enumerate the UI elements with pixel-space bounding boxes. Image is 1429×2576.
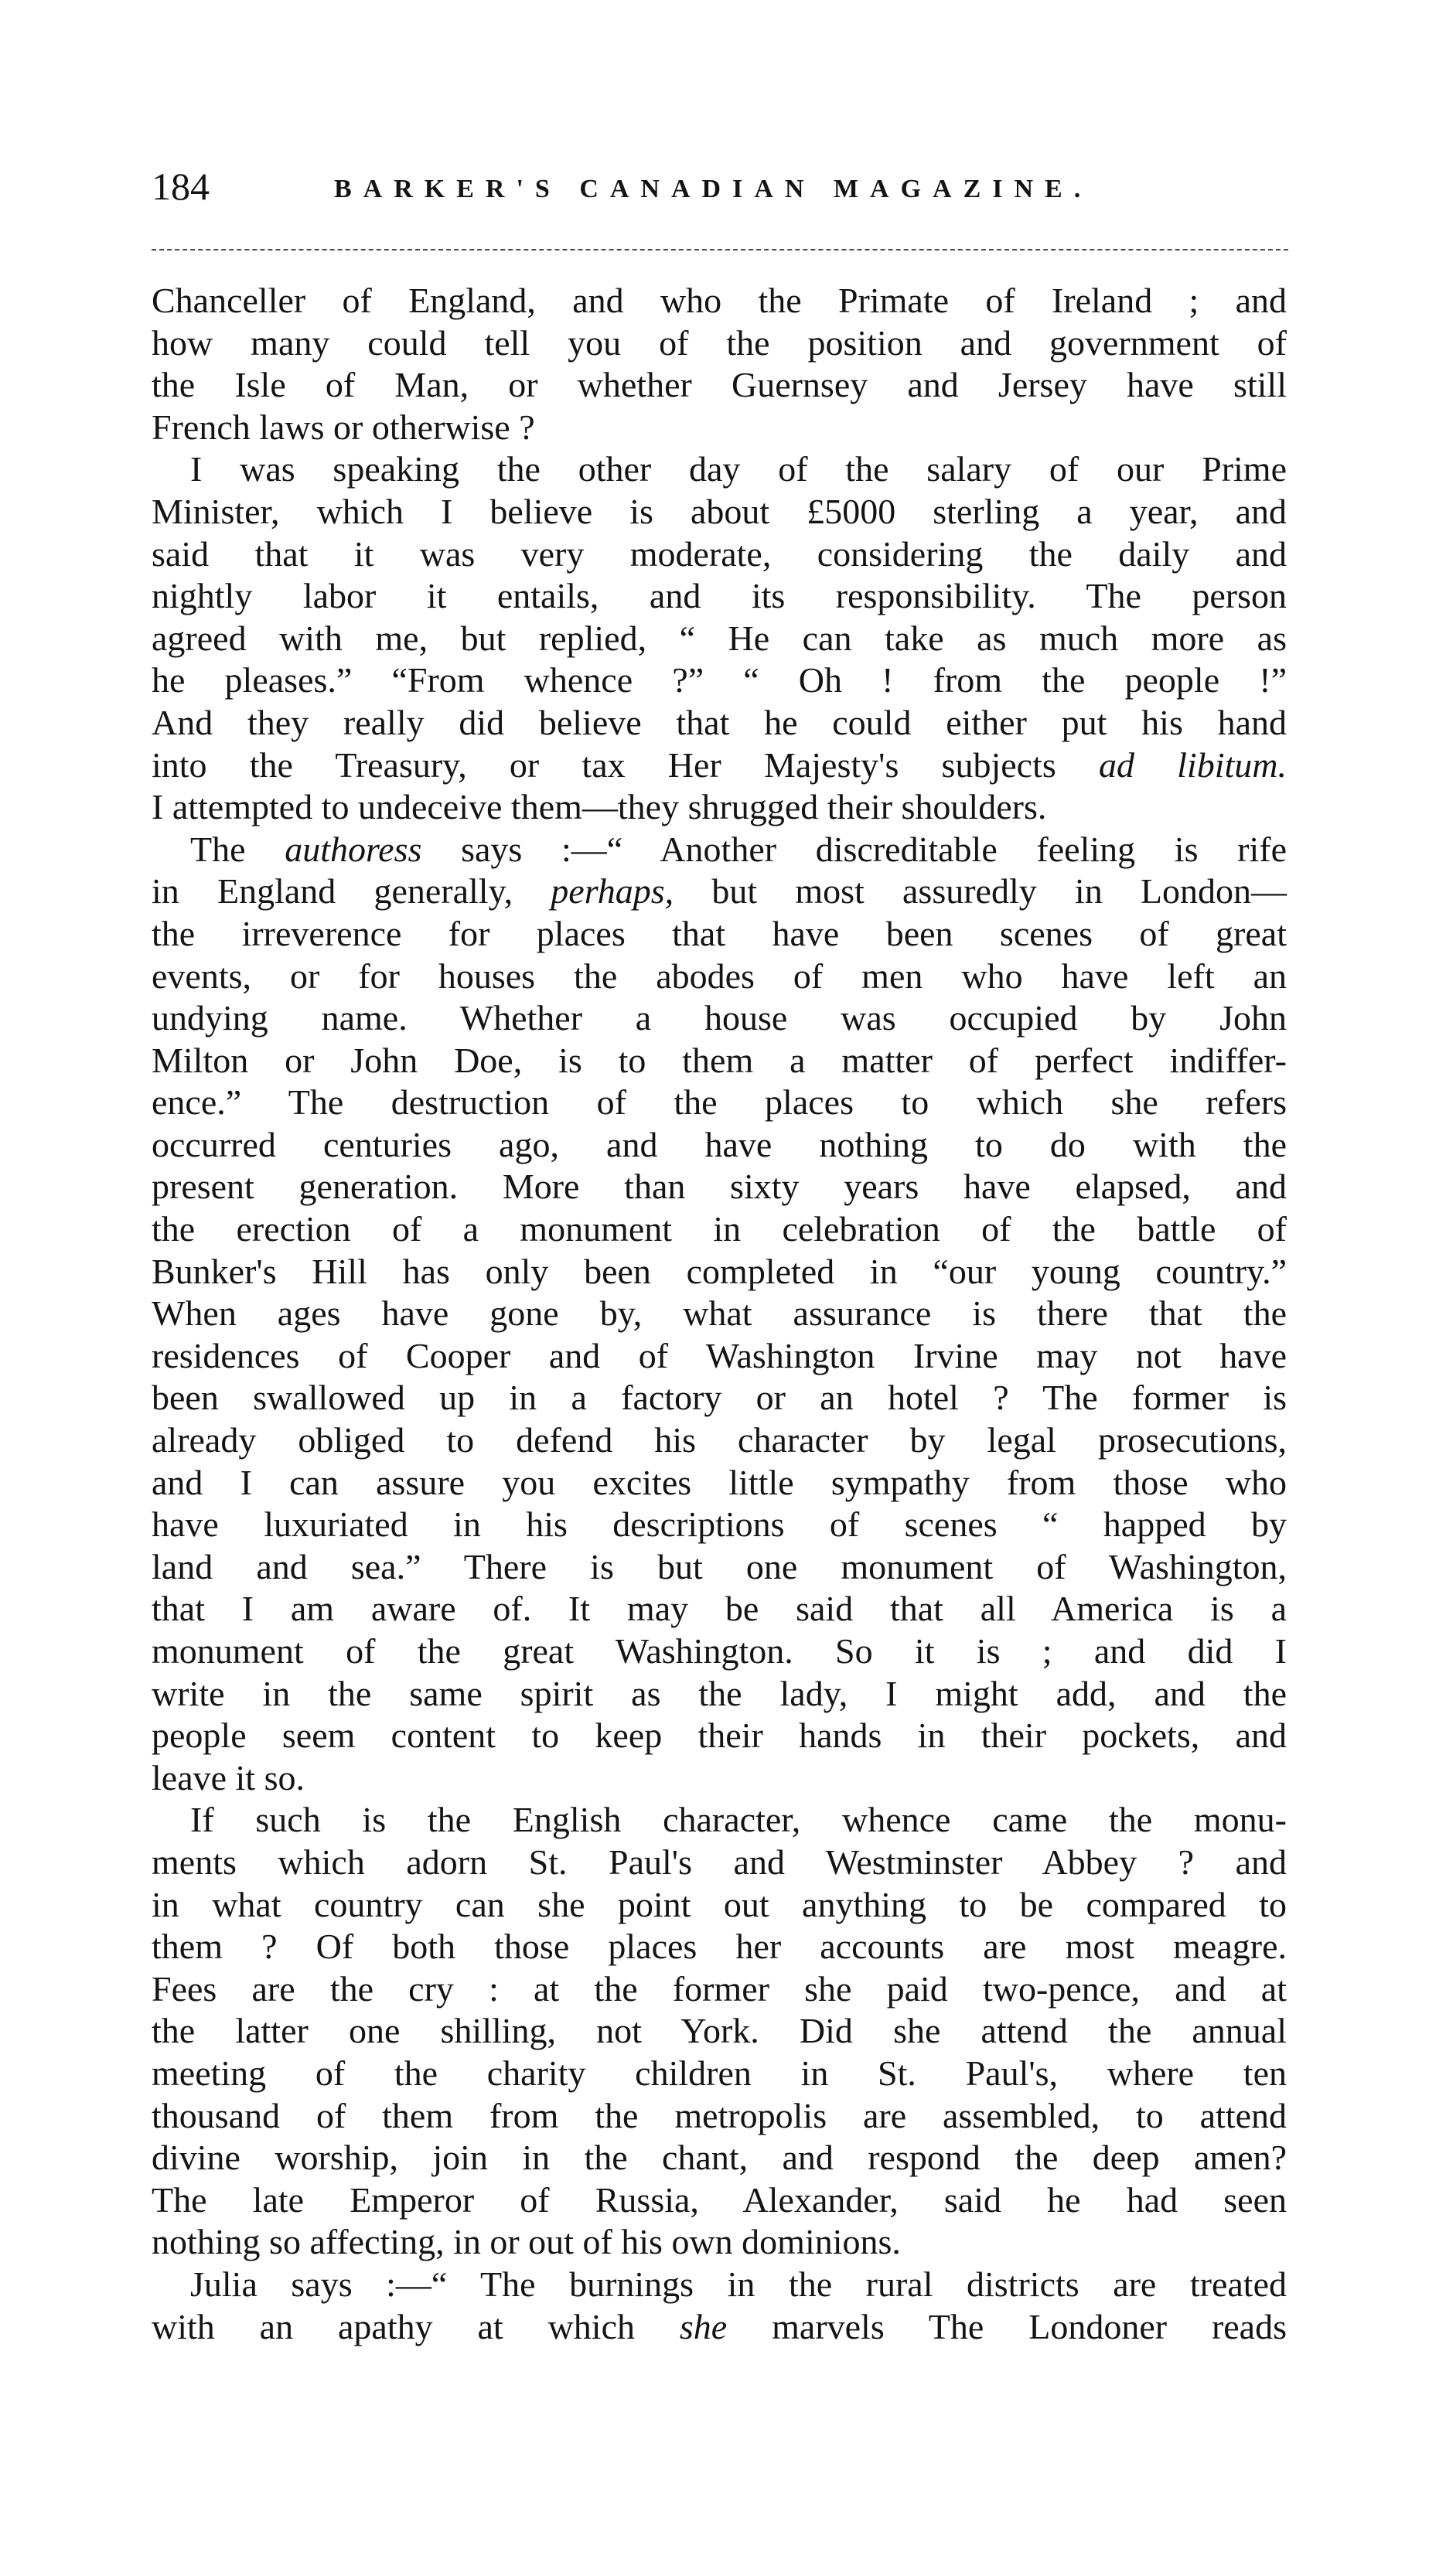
running-head <box>152 159 1296 213</box>
text-line: with an apathy at which she marvels The Londoner reads <box>152 2306 1287 2346</box>
text-line: that I am aware of. It may be said that all America is a <box>152 1589 1287 1629</box>
text-line: in England generally, perhaps, but most assuredly in London— <box>152 871 1287 911</box>
text-line: them ? Of both those places her accounts are most meagre. <box>152 1927 1287 1967</box>
text-line: Chanceller of England, and who the Primate of Ireland ; and <box>152 281 1287 320</box>
text-line: the irreverence for places that have been scenes of great <box>152 913 1287 953</box>
text-line: When ages have gone by, what assurance is there that the <box>152 1293 1287 1334</box>
text-line: French laws or otherwise ? <box>152 407 535 447</box>
text-line: And they really did believe that he could either put his hand <box>152 702 1287 742</box>
text-line: Bunker's Hill has only been completed in “our young country.” <box>152 1251 1287 1291</box>
text-line: The late Emperor of Russia, Alexander, said he had seen <box>152 2179 1287 2220</box>
text-line: he pleases.” “From whence ?” “ Oh ! from the people !” <box>152 660 1287 700</box>
journal-title: BARKER'S CANADIAN MAGAZINE. <box>334 175 1093 203</box>
text-line: I was speaking the other day of the salary of our Prime <box>190 449 1287 489</box>
text-line: write in the same spirit as the lady, I might add, and the <box>152 1673 1287 1713</box>
text-line: have luxuriated in his descriptions of scenes “ happed by <box>152 1504 1287 1545</box>
text-line: events, or for houses the abodes of men who have left an <box>152 956 1287 996</box>
text-line: occurred centuries ago, and have nothing to do with the <box>152 1124 1287 1164</box>
text-line: monument of the great Washington. So it is ; and did I <box>152 1631 1287 1671</box>
text-line: been swallowed up in a factory or an hotel ? The former is <box>152 1378 1287 1418</box>
text-line: divine worship, join in the chant, and respond the deep amen? <box>152 2138 1287 2178</box>
text-line: land and sea.” There is but one monument of Washington, <box>152 1546 1287 1586</box>
text-line: leave it so. <box>152 1757 305 1797</box>
text-line: the erection of a monument in celebration of the battle of <box>152 1209 1287 1249</box>
text-line: said that it was very moderate, considering the daily and <box>152 533 1287 574</box>
text-line: Minister, which I believe is about £5000 sterling a year, and <box>152 491 1287 531</box>
text-line: undying name. Whether a house was occupied by John <box>152 998 1287 1038</box>
page-number: 184 <box>152 165 210 208</box>
text-line: the latter one shilling, not York. Did she attend the annual <box>152 2011 1287 2051</box>
text-line: the Isle of Man, or whether Guernsey and Jersey have still <box>152 365 1287 405</box>
text-line: Fees are the cry : at the former she paid two-pence, and at <box>152 1968 1287 2009</box>
text-line: agreed with me, but replied, “ He can take as much more as <box>152 618 1287 658</box>
text-line: in what country can she point out anything to be compared to <box>152 1884 1287 1924</box>
text-line: nightly labor it entails, and its responsibility. The person <box>152 576 1287 616</box>
text-line: ments which adorn St. Paul's and Westminster Abbey ? and <box>152 1842 1287 1882</box>
text-line: Julia says :—“ The burnings in the rural districts are treated <box>190 2264 1287 2304</box>
text-line: ence.” The destruction of the places to which she refers <box>152 1082 1287 1123</box>
text-line: meeting of the charity children in St. Paul's, where ten <box>152 2053 1287 2093</box>
text-line: people seem content to keep their hands in their pockets, and <box>152 1716 1287 1756</box>
text-line: Milton or John Doe, is to them a matter of perfect indiffer- <box>152 1040 1287 1080</box>
text-line: The authoress says :—“ Another discreditable feeling is rife <box>190 829 1287 869</box>
text-line: into the Treasury, or tax Her Majesty's subjects ad libitum. <box>152 745 1287 785</box>
text-line: I attempted to undeceive them—they shrugged their shoulders. <box>152 787 1047 827</box>
text-line: already obliged to defend his character by legal prosecutions, <box>152 1420 1287 1460</box>
text-line: thousand of them from the metropolis are assembled, to attend <box>152 2095 1287 2135</box>
body-text <box>152 280 1287 2348</box>
header-rule <box>152 249 1288 250</box>
text-line: nothing so affecting, in or out of his own dominions. <box>152 2222 901 2262</box>
text-line: present generation. More than sixty years have elapsed, and <box>152 1167 1287 1207</box>
text-line: If such is the English character, whence came the monu- <box>190 1800 1287 1840</box>
text-line: and I can assure you excites little sympathy from those who <box>152 1462 1287 1502</box>
text-line: residences of Cooper and of Washington Irvine may not have <box>152 1335 1287 1375</box>
text-line: how many could tell you of the position and government of <box>152 322 1287 363</box>
